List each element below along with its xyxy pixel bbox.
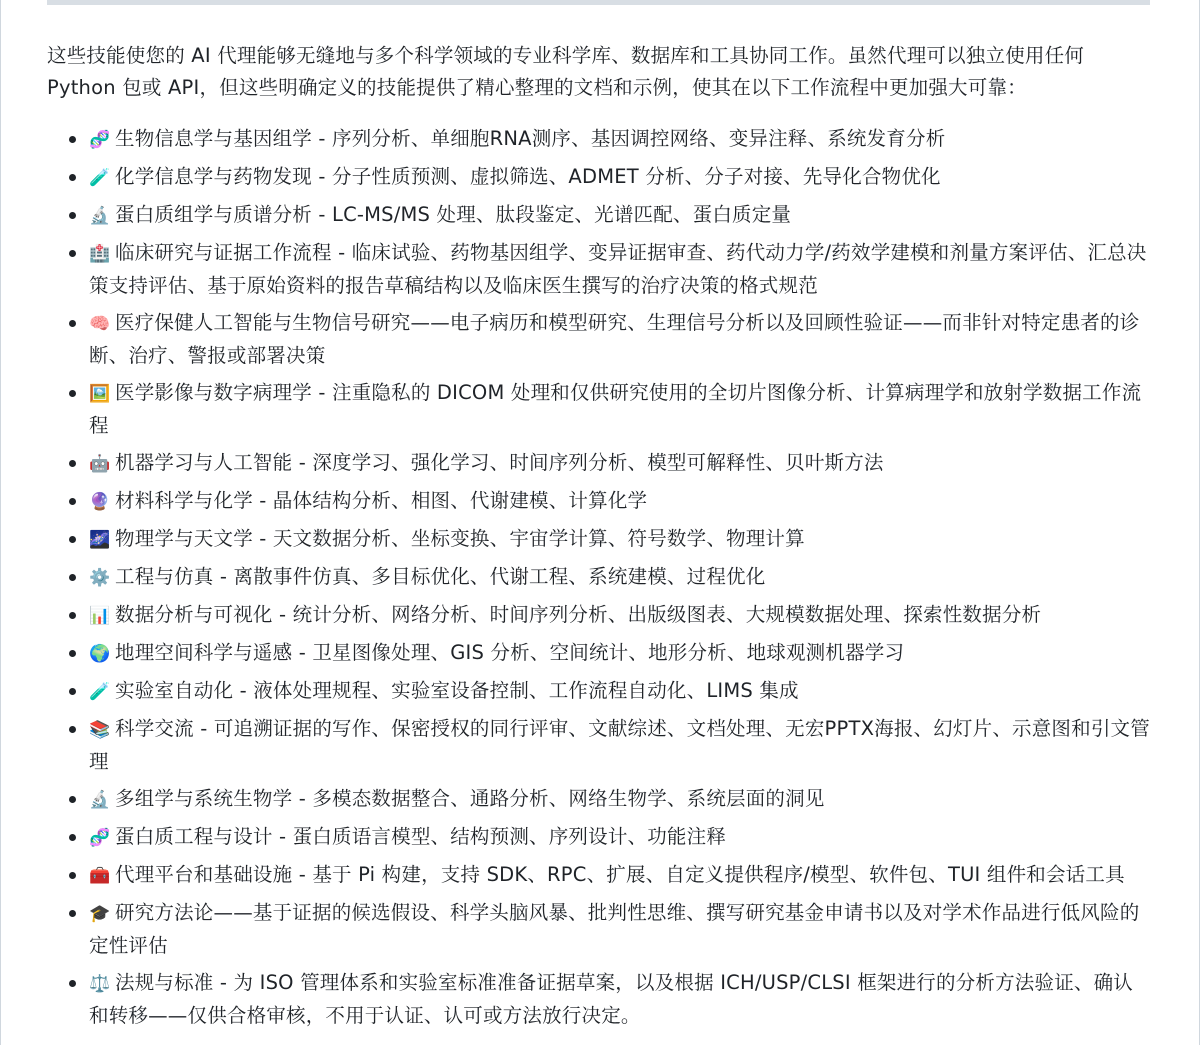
bullet-icon [69,650,76,657]
skill-text: 代理平台和基础设施 - 基于 Pi 构建，支持 SDK、RPC、扩展、自定义提供程序/模型、软件包、TUI 组件和会话工具 [115,863,1125,886]
hospital-icon: 🏥 [89,244,111,264]
list-item [47,713,1151,778]
list-item [47,123,1151,156]
list-item [47,237,1151,302]
list-item [47,859,1151,892]
skill-list [47,123,1151,1037]
bullet-icon [69,212,76,219]
brain-icon: 🧠 [89,314,111,334]
list-item [47,377,1151,442]
bullet-icon [69,796,76,803]
skill-text: 法规与标准 - 为 ISO 管理体系和实验室标准准备证据草案，以及根据 ICH/USP/CLSI 框架进行的分析方法验证、确认和转移——仅供合格审核，不用于认证、认可或方法放行决定。 [89,971,1133,1027]
list-item [47,561,1151,594]
section-divider [47,0,1150,5]
skill-text: 临床研究与证据工作流程 - 临床试验、药物基因组学、变异证据审查、药代动力学/药效学建模和剂量方案评估、汇总决策支持评估、基于原始资料的报告草稿结构以及临床医生撰写的治疗决策的格式规范 [89,241,1147,297]
list-item [47,199,1151,232]
dna-icon: 🧬 [89,828,111,848]
list-item [47,599,1151,632]
bar-chart-icon: 📊 [89,606,111,626]
skill-text: 研究方法论——基于证据的候选假设、科学头脑风暴、批判性思维、撰写研究基金申请书以及对学术作品进行低风险的定性评估 [89,901,1140,957]
list-item [47,637,1151,670]
list-item [47,897,1151,962]
skill-text: 蛋白质工程与设计 - 蛋白质语言模型、结构预测、序列设计、功能注释 [115,825,727,848]
picture-icon: 🖼️ [89,384,111,404]
intro-paragraph: 这些技能使您的 AI 代理能够无缝地与多个科学领域的专业科学库、数据库和工具协同工作。虽然代理可以独立使用任何 Python 包或 API，但这些明确定义的技能提供了精心整理的文档和示例，使其在以下工作流程中更加强大可靠： [47,44,1084,99]
scales-icon: ⚖️ [89,974,111,994]
bullet-icon [69,726,76,733]
toolbox-icon: 🧰 [89,866,111,886]
books-icon: 📚 [89,720,111,740]
skill-text: 生物信息学与基因组学 - 序列分析、单细胞RNA测序、基因调控网络、变异注释、系统发育分析 [115,127,946,150]
gear-icon: ⚙️ [89,568,111,588]
list-item [47,821,1151,854]
skill-text: 材料科学与化学 - 晶体结构分析、相图、代谢建模、计算化学 [115,489,648,512]
list-item [47,161,1151,194]
bullet-icon [69,250,76,257]
crystal-ball-icon: 🔮 [89,492,111,512]
list-item [47,783,1151,816]
dna-icon: 🧬 [89,130,111,150]
skill-text: 化学信息学与药物发现 - 分子性质预测、虚拟筛选、ADMET 分析、分子对接、先导化合物优化 [115,165,941,188]
skill-text: 地理空间科学与遥感 - 卫星图像处理、GIS 分析、空间统计、地形分析、地球观测机器学习 [115,641,905,664]
bullet-icon [69,498,76,505]
bullet-icon [69,390,76,397]
list-item [47,447,1151,480]
bullet-icon [69,536,76,543]
bullet-icon [69,574,76,581]
list-item [47,967,1151,1032]
bullet-icon [69,174,76,181]
bullet-icon [69,834,76,841]
microscope-icon: 🔬 [89,790,111,810]
bullet-icon [69,612,76,619]
test-tube-icon: 🧪 [89,682,111,702]
skill-text: 机器学习与人工智能 - 深度学习、强化学习、时间序列分析、模型可解释性、贝叶斯方法 [115,451,884,474]
list-item [47,307,1151,372]
skill-text: 工程与仿真 - 离散事件仿真、多目标优化、代谢工程、系统建模、过程优化 [115,565,766,588]
skill-text: 多组学与系统生物学 - 多模态数据整合、通路分析、网络生物学、系统层面的洞见 [115,787,825,810]
skill-text: 数据分析与可视化 - 统计分析、网络分析、时间序列分析、出版级图表、大规模数据处理、探索性数据分析 [115,603,1042,626]
robot-icon: 🤖 [89,454,111,474]
skill-text: 医疗保健人工智能与生物信号研究——电子病历和模型研究、生理信号分析以及回顾性验证——而非针对特定患者的诊断、治疗、警报或部署决策 [89,311,1140,367]
list-item [47,485,1151,518]
skill-text: 医学影像与数字病理学 - 注重隐私的 DICOM 处理和仅供研究使用的全切片图像分析、计算病理学和放射学数据工作流程 [89,381,1142,437]
skill-text: 蛋白质组学与质谱分析 - LC-MS/MS 处理、肽段鉴定、光谱匹配、蛋白质定量 [115,203,792,226]
graduation-cap-icon: 🎓 [89,904,111,924]
bullet-icon [69,872,76,879]
skill-text: 实验室自动化 - 液体处理规程、实验室设备控制、工作流程自动化、LIMS 集成 [115,679,799,702]
bullet-icon [69,136,76,143]
bullet-icon [69,320,76,327]
globe-icon: 🌍 [89,644,111,664]
skill-text: 物理学与天文学 - 天文数据分析、坐标变换、宇宙学计算、符号数学、物理计算 [115,527,805,550]
bullet-icon [69,460,76,467]
bullet-icon [69,910,76,917]
milky-way-icon: 🌌 [89,530,111,550]
bullet-icon [69,688,76,695]
bullet-icon [69,980,76,987]
list-item [47,523,1151,556]
test-tube-icon: 🧪 [89,168,111,188]
microscope-icon: 🔬 [89,206,111,226]
skill-text: 科学交流 - 可追溯证据的写作、保密授权的同行评审、文献综述、文档处理、无宏PPTX海报、幻灯片、示意图和引文管理 [89,717,1150,773]
list-item [47,675,1151,708]
